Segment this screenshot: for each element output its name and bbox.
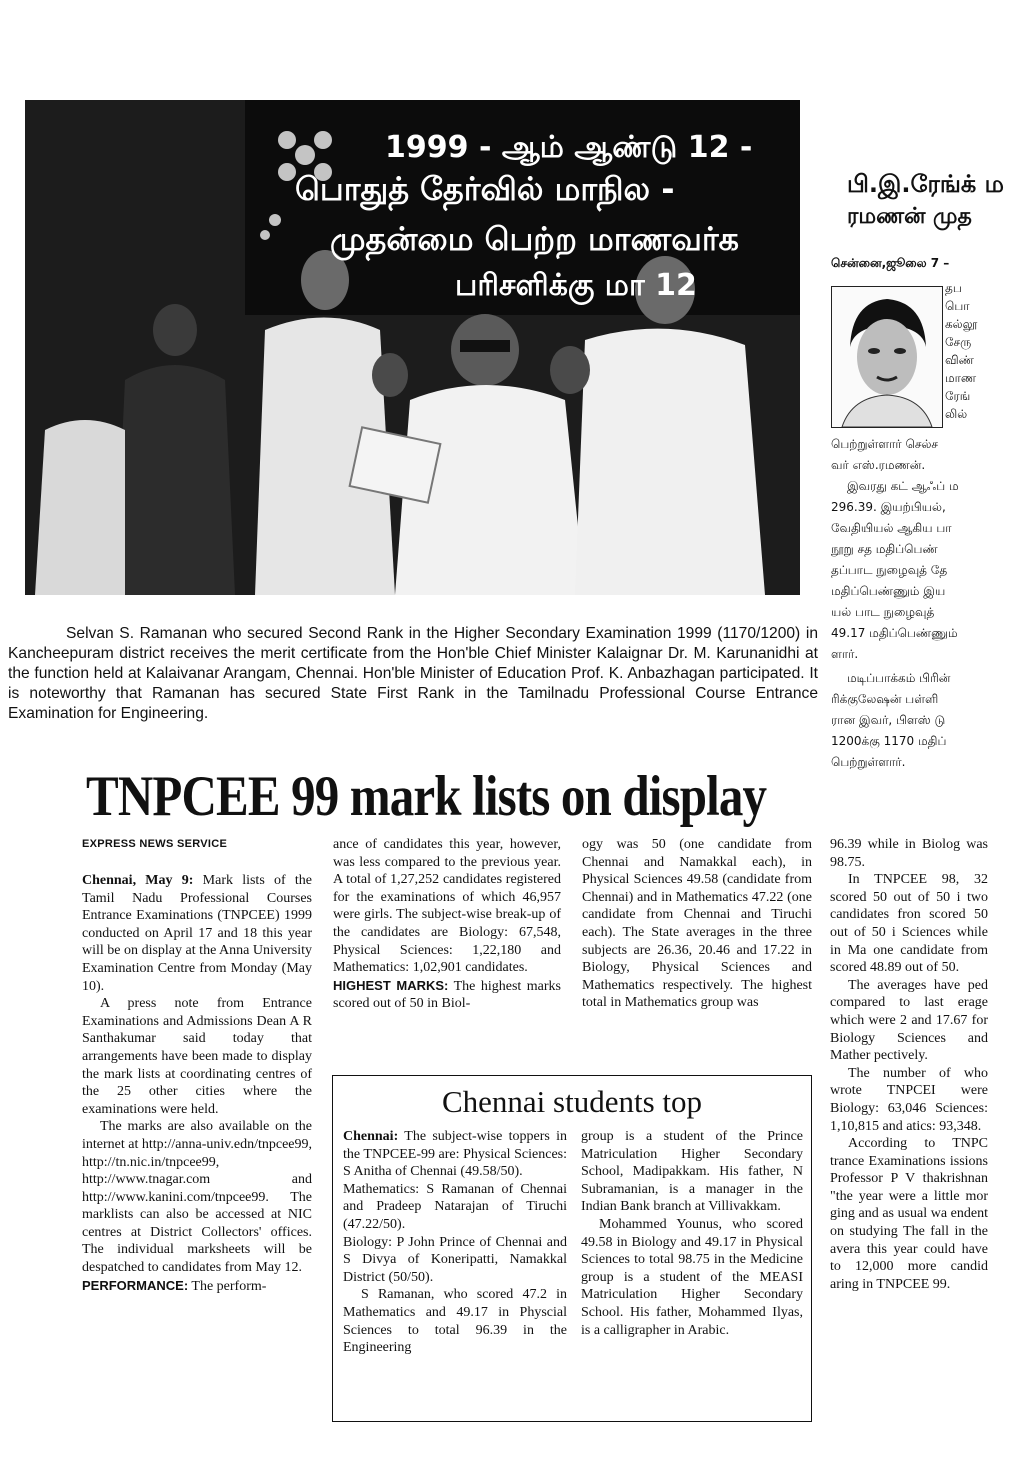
col2-para-1: ance of candidates this year, however, was less compared to the previous year. A total of 1,27,252 candidates registered for the examinations of which 46,957 were girls. The subject-wise break-up of the candidates are Biology: 67,548, Physical Sciences: 1,22,180 and Mathematics: 1,02,901 candidates. — [333, 837, 561, 976]
tamil-article — [817, 170, 1007, 810]
box-para-2: Mathematics: S Ramanan of Chennai and Pradeep Natarajan of Tiruchi (47.22/50). — [343, 1181, 567, 1232]
banner-line-3: முதன்மை பெற்ற மாணவர்க — [330, 220, 739, 258]
col1-para-2: A press note from Entrance Examinations and Admissions Dean A R Santhakumar said today that arrangements have been made to display the mark lists at coordinating centres of the 25 other cities where the examinations were held. — [82, 996, 312, 1117]
col2-para-2: The highest marks scored out of 50 in Biol- — [333, 978, 561, 1012]
col4-para-3: The averages have ped compared to last erage which were 2 and 17.67 for Biology Sciences and Mather pectively. — [830, 977, 988, 1064]
col1-para-1: Mark lists of the Tamil Nadu Professional Courses Entrance Examinations (TNPCEE) 1999 conducted on April 17 and 18 this year will be on display at the Anna University Examination Centre from Monday (May 10). — [82, 873, 313, 994]
ceremony-photo — [25, 100, 800, 595]
banner-line-2: பொதுத் தேர்வில் மாநில - — [295, 170, 675, 208]
tamil-line: பெற்றுள்ளார் செல்ச — [831, 437, 939, 451]
col4-para-4: The number of who wrote TNPCEI were Biology: 63,046 Sciences: 1,10,815 and atics: 93,348. — [830, 1065, 988, 1134]
tamil-line: இவரது கட் ஆஃப் ம — [847, 479, 959, 493]
box-dateline: Chennai: — [343, 1129, 399, 1144]
col4-para-2: In TNPCEE 98, 32 scored 50 out of 50 i two candidates fron scored 50 out of 50 i Sciences while in Ma one candidate from scored 48.89 out of 50. — [830, 872, 988, 976]
banner-line-4: பரிசளிக்கு மா 12 — [455, 268, 697, 303]
tamil-headline-1: பி.இ.ரேங்க் ம — [847, 170, 1004, 198]
tamil-line: 49.17 மதிப்பெண்ணும் — [831, 626, 958, 640]
tamil-line: ரிக்குலேஷன் பள்ளி — [831, 692, 939, 706]
tamil-side-line: லில் — [945, 407, 968, 421]
col3-para-1: ogy was 50 (one candidate from Chennai and Namakkal each), in Physical Sciences 49.58 (candidate from Chennai) and in Mathematics 47.22 (one candidate from Chennai and Tiruchi each). The State averages in the three subjects are 26.36, 20.46 and 17.22 in Biology, Physical Sciences and Mathematics respectively. The highest total in Mathematics group was — [582, 837, 812, 1011]
tamil-line: மடிப்பாக்கம் பிரின் — [847, 671, 951, 685]
dateline: Chennai, May 9: — [82, 873, 194, 888]
article-column-3 — [582, 836, 812, 1012]
tamil-line: வர் எஸ்.ரமணன். — [831, 458, 926, 472]
tamil-dateline: சென்னை,ஜூலை 7 – — [831, 256, 950, 270]
tamil-side-line: ரேங் — [945, 389, 971, 403]
box-para-5: group is a student of the Prince Matriculation Higher Secondary School, Madipakkam. His father, N Subramanian, is a manager in the Indian Bank branch at Villivakkam. — [581, 1129, 803, 1215]
box-para-4: S Ramanan, who scored 47.2 in Mathematics and 49.17 in Physcial Sciences to total 96.39 in the Engineering — [343, 1287, 567, 1356]
col1-para-3: The marks are also available on the internet at http://anna-univ.edn/tnpcee99, http://tn.nic.in/tnpcee99, http://www.tnagar.com and http://www.kanini.com/tnpcee99. The marklists can also be accessed at NIC centres at District Collectors' offices. The individual marksheets will be despatched to candidates from May 12. — [82, 1119, 313, 1276]
banner-line-1: 1999 - ஆம் ஆண்டு 12 - — [385, 130, 753, 165]
portrait-illustration — [832, 287, 942, 427]
sidebar-box-column-2 — [581, 1128, 803, 1339]
tamil-line: ரான இவர், பிளஸ் டு — [831, 713, 946, 727]
article-column-4 — [830, 836, 988, 1436]
tamil-side-line: சேரு — [945, 335, 972, 349]
sidebar-box-title: Chennai students top — [441, 1084, 703, 1119]
col1-para-4: The perform- — [188, 1278, 267, 1294]
article-column-2 — [333, 836, 561, 1013]
tamil-side-line: கல்லூ — [945, 317, 978, 331]
tamil-side-line: விண் — [945, 353, 974, 367]
tamil-line: மதிப்பெண்ணும் இய — [831, 584, 946, 598]
tamil-side-line: மாண — [945, 371, 977, 385]
tamil-side-line: பொ — [945, 299, 970, 313]
tamil-headline-2: ரமணன் முத — [847, 204, 972, 229]
article-column-1 — [82, 872, 312, 1295]
caption-text: Selvan S. Ramanan who secured Second Rank in the Higher Secondary Examination 1999 (1170/1200) in Kancheepuram district receives the merit certificate from the Hon'ble Chief Minister Kalaignar Dr. M. Karunanidhi at the function held at Kalaivanar Arangam, Chennai. Hon'ble Minister of Education Prof. K. Anbazhagan participated. It is noteworthy that Ramanan has secured State First Rank in the Tamilnadu Professional Course Entrance Examination for Engineering. — [8, 625, 818, 722]
col4-para-1: 96.39 while in Biolog was 98.75. — [830, 837, 988, 870]
tamil-line: வேதியியல் ஆகிய பா — [831, 521, 952, 535]
tamil-side-line: தப — [945, 281, 962, 295]
box-para-3: Biology: P John Prince of Chennai and S Divya of Koneripatti, Namakkal District (50/50). — [343, 1234, 567, 1285]
tamil-line: 296.39. இயற்பியல், — [831, 500, 946, 514]
byline: EXPRESS NEWS SERVICE — [82, 838, 228, 850]
photo-caption — [8, 624, 818, 724]
sidebar-box-column-1 — [343, 1128, 567, 1357]
tamil-line: நூறு சத மதிப்பெண் — [831, 542, 938, 556]
headline: TNPCEE 99 mark lists on display — [86, 765, 767, 828]
tamil-line: பெற்றுள்ளார். — [831, 755, 906, 769]
performance-label: PERFORMANCE: — [82, 1277, 189, 1293]
portrait-photo — [831, 286, 943, 428]
highest-marks-label: HIGHEST MARKS: — [333, 977, 449, 993]
tamil-line: தப்பாட நுழைவுத் தே — [831, 563, 948, 577]
col4-para-5: According to TNPC trance Examinations issions Professor P V thakrishnan "the year were a little mor ging and as usual wa endent on studying The fall in the avera this year could have to 12,000 more candid aring in TNPCEE 99. — [830, 1136, 988, 1292]
box-para-1: The subject-wise toppers in the TNPCEE-99 are: Physical Sciences: S Anitha of Chennai (49.58/50). — [343, 1129, 567, 1180]
sidebar-box — [332, 1075, 812, 1422]
tamil-line: ளார். — [831, 647, 859, 661]
tamil-line: 1200க்கு 1170 மதிப் — [831, 734, 947, 748]
tamil-line: யல் பாட நுழைவுத் — [831, 605, 935, 619]
box-para-6: Mohammed Younus, who scored 49.58 in Biology and 49.17 in Physical Sciences to total 98.75 in the Medicine group is a student of the MEASI Matriculation Higher Secondary School. His father, Mohammed Ilyas, is a calligrapher in Arabic. — [581, 1216, 803, 1338]
